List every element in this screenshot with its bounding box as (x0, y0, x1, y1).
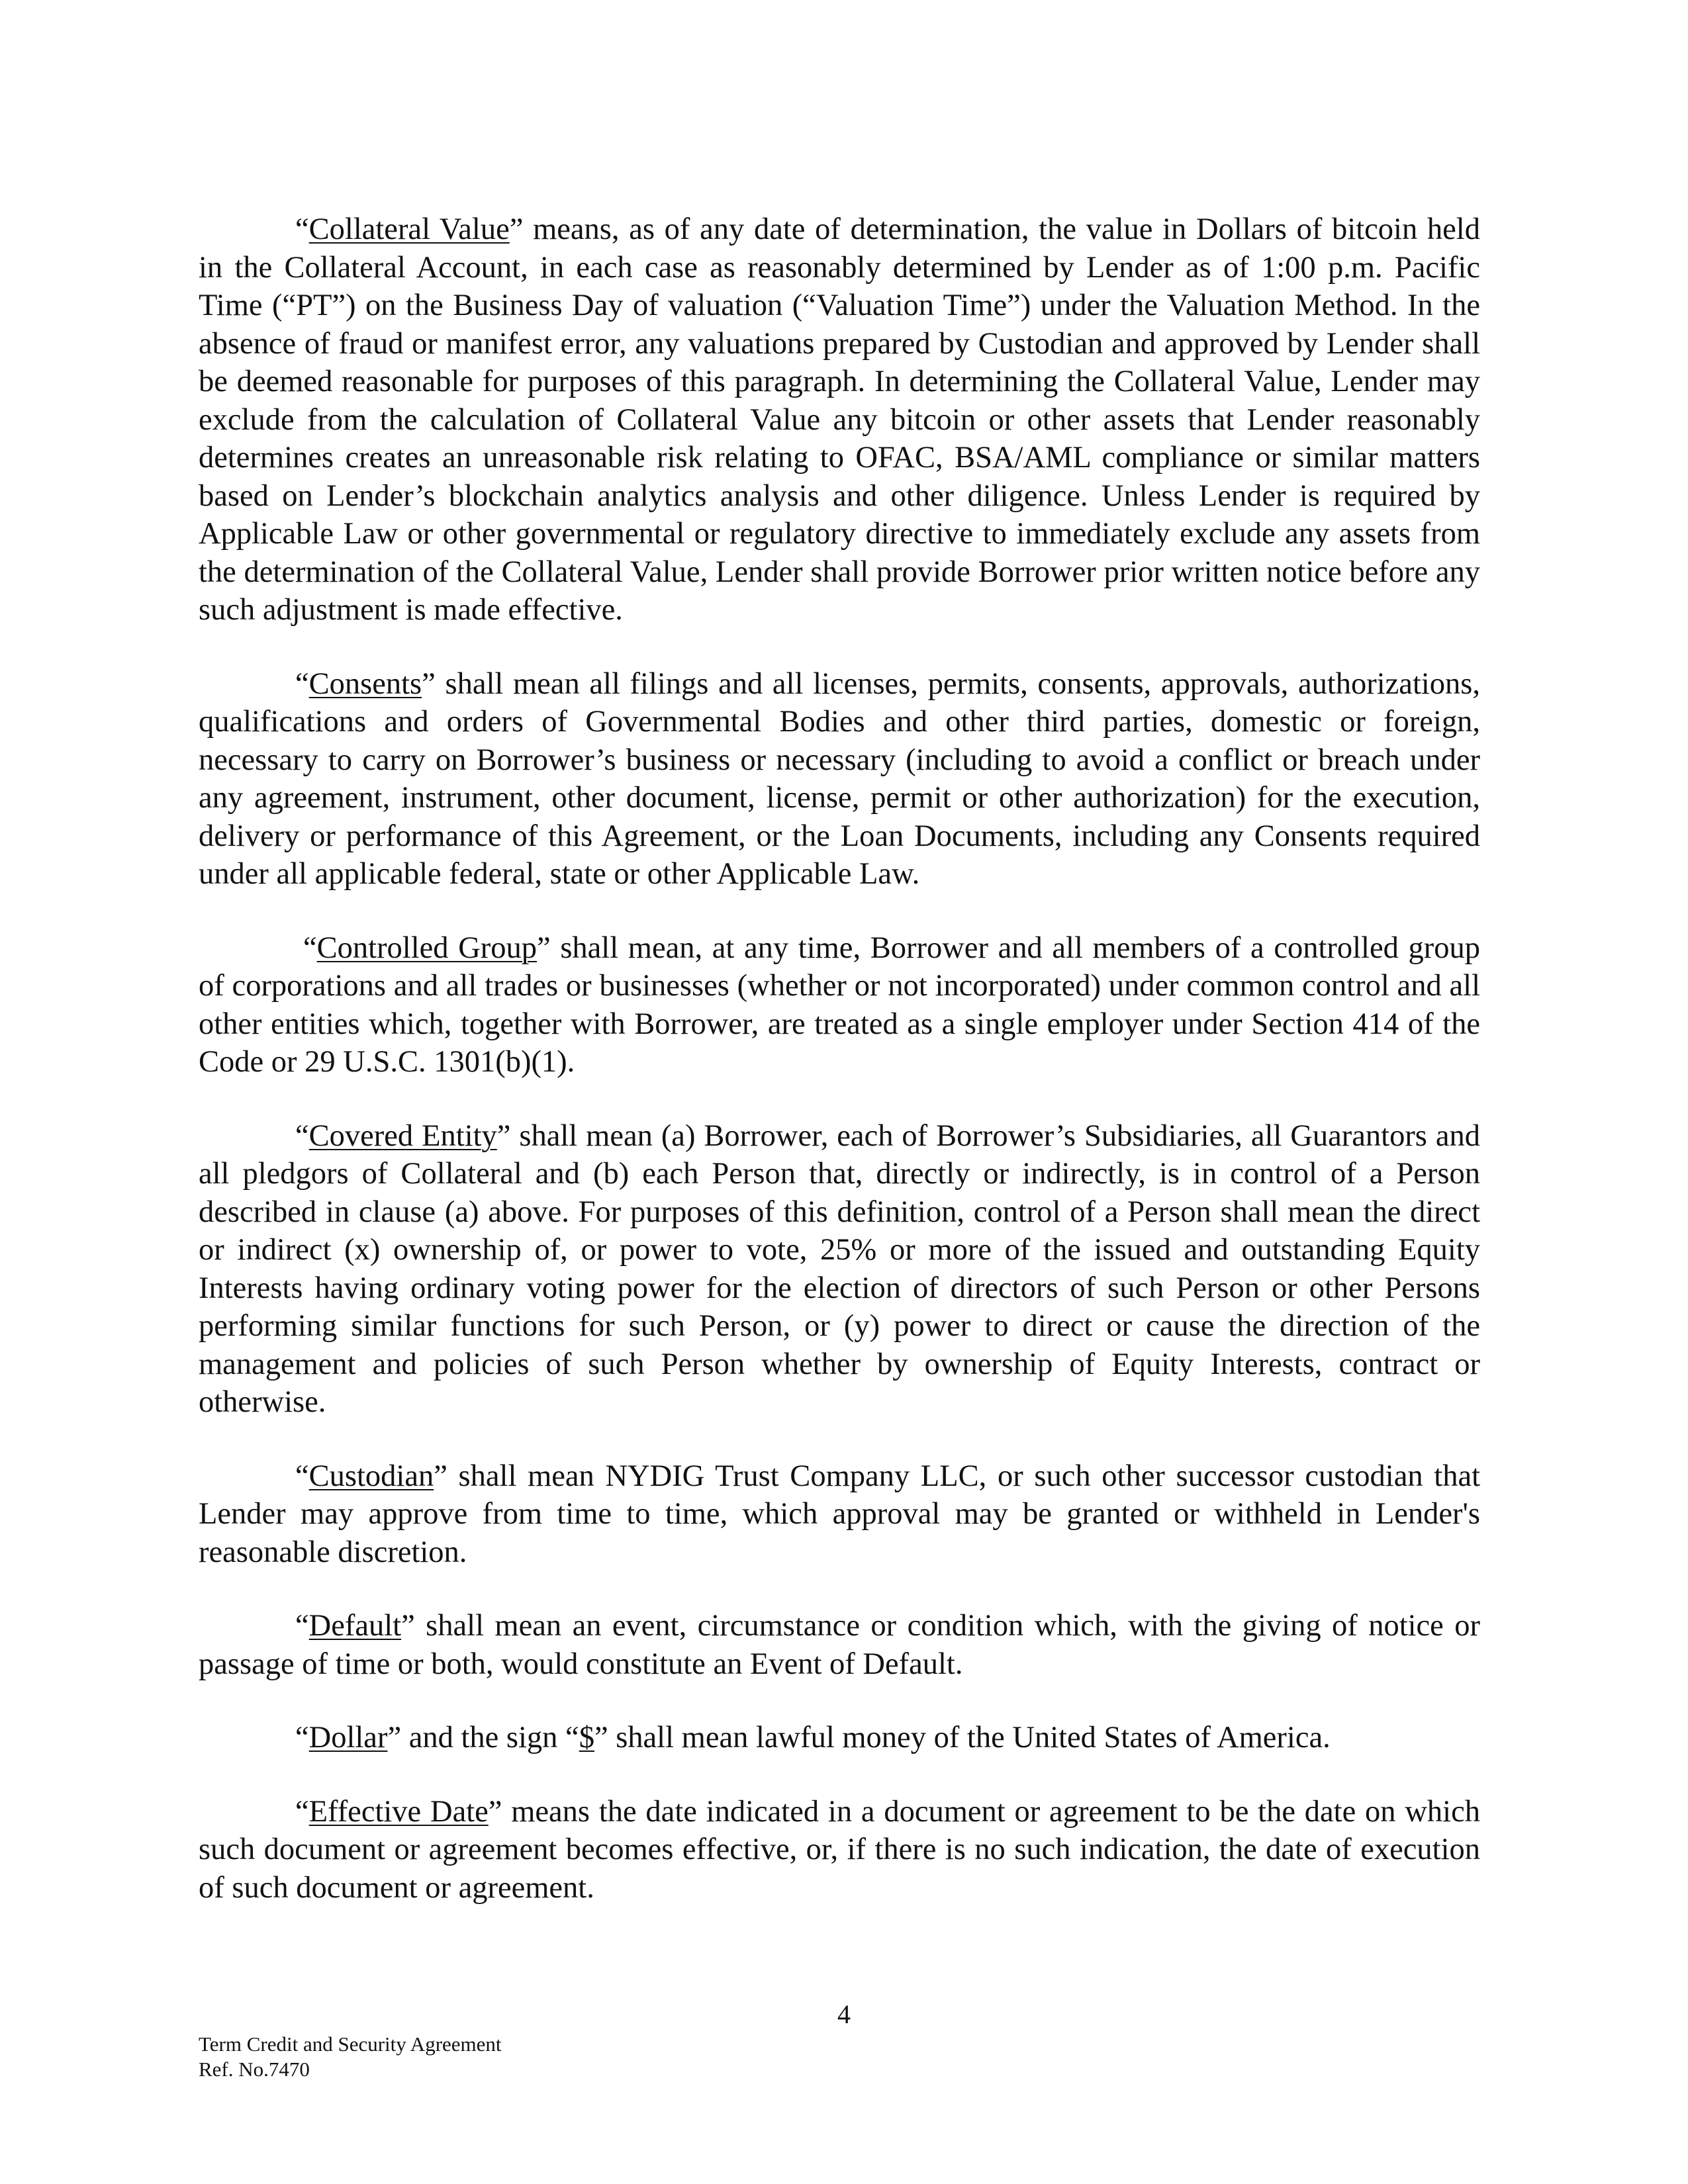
open-quote: “ (295, 1459, 309, 1493)
close-quote: ” (401, 1609, 415, 1643)
open-quote: “ (295, 212, 309, 246)
definition-text: and the sign “ (401, 1721, 579, 1754)
definition-text: shall mean NYDIG Trust Company LLC, or such other successor custodian that Lender may approve from time to time, which approval may be granted or withheld in Lender's reasonable discretion. (199, 1459, 1480, 1569)
defined-term: Consents (308, 666, 422, 701)
document-body (199, 210, 1480, 1942)
open-quote: “ (295, 1721, 309, 1754)
definition-dollar (199, 1719, 1480, 1757)
definition-default (199, 1607, 1480, 1683)
definition-collateral-value (199, 210, 1480, 629)
definition-custodian (199, 1457, 1480, 1572)
definition-covered-entity (199, 1117, 1480, 1422)
defined-term: Controlled Group (316, 931, 538, 965)
definition-text: shall mean, at any time, Borrower and all members of a controlled group of corporations and all trades or businesses (whether or not incorporated) under common control and all other entities which, together with Borrower, are treated as a single employer under Section 414 of the Code or 29 U.S.C. 1301(b)(1). (199, 931, 1480, 1079)
definition-text: shall mean an event, circumstance or condition which, with the giving of notice or passage of time or both, would constitute an Event of Default. (199, 1609, 1480, 1681)
defined-term: Default (308, 1609, 402, 1643)
definition-text-continued: ” shall mean lawful money of the United States of America. (594, 1721, 1331, 1754)
close-quote: ” (537, 931, 551, 965)
footer-reference-number: Ref. No.7470 (199, 2058, 310, 2081)
open-quote: “ (295, 1609, 309, 1643)
close-quote: ” (488, 1794, 502, 1829)
definition-controlled-group (199, 929, 1480, 1081)
defined-term: Custodian (308, 1459, 434, 1493)
open-quote: “ (303, 931, 317, 965)
defined-term: Collateral Value (308, 212, 510, 246)
defined-term-symbol: $ (579, 1721, 594, 1754)
definition-consents (199, 665, 1480, 893)
close-quote: ” (387, 1721, 402, 1754)
defined-term: Covered Entity (308, 1118, 497, 1153)
close-quote: ” (434, 1459, 447, 1493)
definition-effective-date (199, 1793, 1480, 1907)
definition-text: means, as of any date of determination, the value in Dollars of bitcoin held in the Collateral Account, in each case as reasonably determined by Lender as of 1:00 p.m. Pacific Time (“PT”) on the Business Day of valuation (“Valuation Time”) under the Valuation Method. In the absence of fraud or manifest error, any valuations prepared by Custodian and approved by Lender shall be deemed reasonable for purposes of this paragraph. In determining the Collateral Value, Lender may exclude from the calculation of Collateral Value any bitcoin or other assets that Lender reasonably determines creates an unreasonable risk relating to OFAC, BSA/AML compliance or similar matters based on Lender’s blockchain analytics analysis and other diligence. Unless Lender is required by Applicable Law or other governmental or regulatory directive to immediately exclude any assets from the determination of the Collateral Value, Lender shall provide Borrower prior written notice before any such adjustment is made effective. (199, 212, 1480, 627)
page-number: 4 (837, 1999, 851, 2029)
open-quote: “ (295, 666, 309, 701)
document-footer (199, 2032, 502, 2082)
definition-text: means the date indicated in a document or agreement to be the date on which such document or agreement becomes effective, or, if there is no such indication, the date of execution of such document or agreement. (199, 1794, 1480, 1905)
close-quote: ” (496, 1118, 511, 1153)
footer-document-title: Term Credit and Security Agreement (199, 2032, 502, 2056)
defined-term: Effective Date (308, 1794, 489, 1829)
defined-term: Dollar (308, 1721, 388, 1754)
definition-text: shall mean (a) Borrower, each of Borrower’s Subsidiaries, all Guarantors and all pledgors of Collateral and (b) each Person that, directly or indirectly, is in control of a Person described in clause (a) above. For purposes of this definition, control of a Person shall mean the direct or indirect (x) ownership of, or power to vote, 25% or more of the issued and outstanding Equity Interests having ordinary voting power for the election of directors of such Person or other Persons performing similar functions for such Person, or (y) power to direct or cause the direction of the management and policies of such Person whether by ownership of Equity Interests, contract or otherwise. (199, 1118, 1480, 1419)
close-quote: ” (422, 666, 436, 701)
close-quote: ” (509, 212, 524, 246)
open-quote: “ (295, 1794, 309, 1829)
definition-text: shall mean all filings and all licenses, permits, consents, approvals, authorizations, qualifications and orders of Governmental Bodies and other third parties, domestic or foreign, necessary to carry on Borrower’s business or necessary (including to avoid a conflict or breach under any agreement, instrument, other document, license, permit or other authorization) for the execution, delivery or performance of this Agreement, or the Loan Documents, including any Consents required under all applicable federal, state or other Applicable Law. (199, 666, 1480, 891)
open-quote: “ (295, 1118, 309, 1153)
